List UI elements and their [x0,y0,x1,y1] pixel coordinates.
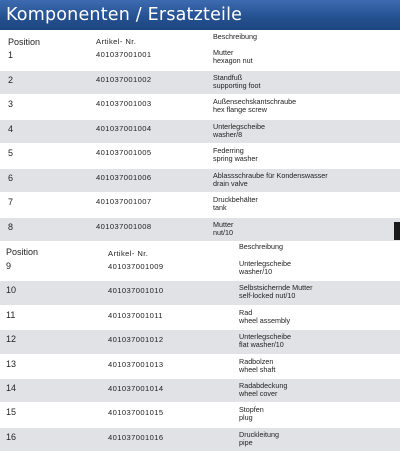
row-description [239,431,279,447]
row-description [239,406,264,422]
header-banner [0,0,400,30]
table-row [0,218,400,243]
table-row [0,193,400,218]
table1-header-article: Artikel- Nr. [96,37,137,46]
row-position: 1 [8,50,14,60]
table-row [0,330,400,354]
row-position: 3 [8,99,14,109]
table-row [0,403,400,427]
table2-header-description: Beschreibung [239,242,283,251]
description-english: spring washer [213,154,258,163]
description-german: Mutter [213,48,234,57]
description-english: hex flange screw [213,105,267,114]
row-position: 16 [6,431,17,442]
table1-body [0,46,400,242]
row-position: 10 [6,285,17,296]
edge-mark [394,222,400,240]
description-german: Mutter [213,219,234,229]
row-description [239,260,291,276]
table1-header [0,30,400,46]
description-english: wheel cover [239,388,278,398]
description-german: Ablassschraube für Kondenswasser [213,170,328,180]
row-description [239,309,290,325]
row-description [239,382,287,398]
description-english: plug [239,413,253,423]
table-row [0,71,400,96]
row-position: 7 [8,197,14,207]
row-position: 13 [6,358,17,369]
row-description [213,49,253,65]
row-position: 15 [6,407,17,418]
row-description [239,284,313,300]
row-article-number: 401037001002 [96,74,152,84]
table2-header-position: Position [6,247,39,257]
row-article-number: 401037001016 [108,432,164,442]
table-row [0,281,400,305]
row-description [213,123,265,139]
description-english: tank [213,203,227,212]
row-position: 14 [6,382,17,393]
table2-body [0,257,400,452]
table-row [0,46,400,71]
description-german: Radbolzen [239,356,274,366]
table-row [0,306,400,330]
table-row [0,257,400,281]
description-english: wheel assembly [239,315,291,325]
description-english: flat washer/10 [239,340,284,350]
row-article-number: 401037001003 [96,99,152,108]
row-description [213,98,296,114]
row-description [239,358,275,374]
row-position: 6 [8,172,14,183]
description-english: washer/10 [239,267,273,276]
row-article-number: 401037001008 [96,221,152,231]
table-row [0,144,400,169]
row-article-number: 401037001005 [96,148,152,157]
description-german: Radabdeckung [239,380,288,390]
description-english: supporting foot [213,80,261,90]
description-german: Federring [213,146,244,155]
row-article-number: 401037001007 [96,197,152,206]
row-article-number: 401037001011 [108,310,163,320]
row-description [213,147,258,163]
row-description [213,74,261,90]
row-article-number: 401037001012 [108,335,164,345]
table1-header-position: Position [8,37,41,47]
page-title: Komponenten / Ersatzteile [6,5,243,25]
row-article-number: 401037001009 [108,262,164,271]
row-article-number: 401037001001 [96,50,152,59]
row-description [213,221,233,237]
description-english: hexagon nut [213,56,253,65]
table1-header-description: Beschreibung [213,32,257,41]
table-row [0,95,400,120]
table-row [0,428,400,452]
table2-header [0,240,400,257]
table-row [0,355,400,379]
table-row [0,169,400,194]
row-position: 8 [8,221,14,232]
row-article-number: 401037001013 [108,359,164,369]
row-position: 4 [8,123,14,134]
description-german: Unterlegscheibe [213,121,265,131]
description-english: drain valve [213,178,248,188]
description-german: Unterlegscheibe [239,259,291,268]
row-position: 9 [6,261,12,271]
row-position: 2 [8,74,14,85]
table-row [0,120,400,145]
description-english: washer/8 [213,129,243,139]
description-english: nut/10 [213,227,233,237]
table-row [0,379,400,403]
table2-header-article: Artikel- Nr. [108,249,149,258]
row-description [213,196,258,212]
description-german: Druckleitung [239,429,279,439]
row-position: 11 [6,309,16,320]
row-article-number: 401037001010 [108,286,164,296]
description-german: Selbstsichernde Mutter [239,283,313,293]
row-article-number: 401037001015 [108,408,164,418]
row-article-number: 401037001004 [96,123,152,133]
row-position: 12 [6,334,17,345]
row-position: 5 [8,148,14,158]
description-english: wheel shaft [239,364,276,374]
description-english: self-locked nut/10 [239,291,296,301]
description-german: Standfuß [213,72,243,82]
description-german: Druckbehälter [213,195,258,204]
row-description [239,333,291,349]
description-german: Stopfen [239,405,264,415]
description-english: pipe [239,437,253,447]
description-german: Unterlegscheibe [239,332,291,342]
row-description [213,172,328,188]
description-german: Außensechskantschraube [213,97,297,106]
row-article-number: 401037001014 [108,383,164,393]
row-article-number: 401037001006 [96,172,152,182]
description-german: Rad [239,307,253,317]
